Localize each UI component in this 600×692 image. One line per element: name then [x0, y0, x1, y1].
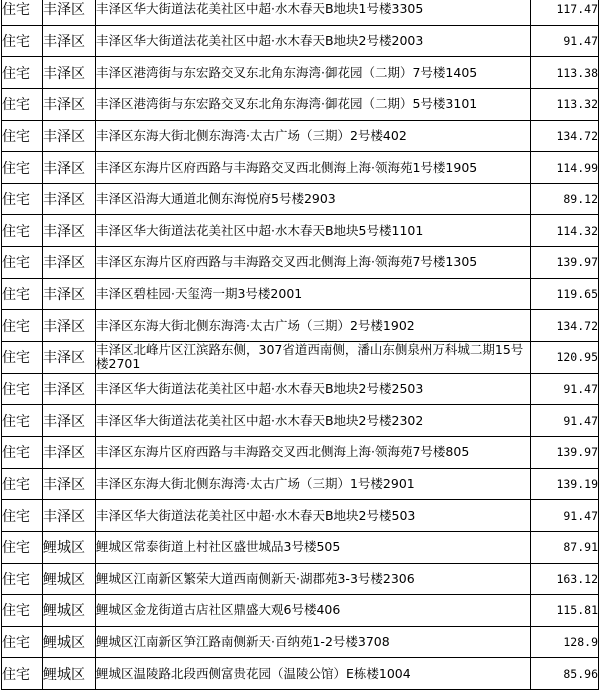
area-cell: 139.19 [531, 468, 599, 500]
address-cell: 丰泽区华大街道法花美社区中超·水木春天B地块2号楼2503 [96, 373, 531, 405]
property-type-cell: 住宅 [2, 0, 43, 25]
area-cell: 87.91 [531, 531, 599, 563]
address-cell: 丰泽区北峰片区江滨路东侧，307省道西南侧，潘山东侧泉州万科城二期15号楼2701 [96, 342, 531, 374]
district-cell: 丰泽区 [43, 405, 96, 437]
property-type-cell: 住宅 [2, 88, 43, 120]
area-cell: 113.38 [531, 57, 599, 89]
address-cell: 丰泽区华大街道法花美社区中超·水木春天B地块5号楼1101 [96, 215, 531, 247]
district-cell: 丰泽区 [43, 310, 96, 342]
area-cell: 139.97 [531, 436, 599, 468]
area-cell: 119.65 [531, 278, 599, 310]
district-cell: 丰泽区 [43, 468, 96, 500]
table-row [2, 278, 599, 310]
table-row [2, 595, 599, 627]
address-cell: 丰泽区华大街道法花美社区中超·水木春天B地块2号楼503 [96, 500, 531, 532]
address-cell: 鲤城区温陵路北段西侧富贵花园（温陵公馆）E栋楼1004 [96, 658, 531, 690]
district-cell: 鲤城区 [43, 595, 96, 627]
property-type-cell: 住宅 [2, 500, 43, 532]
district-cell: 丰泽区 [43, 88, 96, 120]
area-cell: 134.72 [531, 120, 599, 152]
table-row [2, 500, 599, 532]
area-cell: 113.32 [531, 88, 599, 120]
area-cell: 115.81 [531, 595, 599, 627]
table-row [2, 468, 599, 500]
property-type-cell: 住宅 [2, 468, 43, 500]
district-cell: 丰泽区 [43, 0, 96, 25]
district-cell: 鲤城区 [43, 626, 96, 658]
district-cell: 丰泽区 [43, 120, 96, 152]
table-row [2, 215, 599, 247]
district-cell: 丰泽区 [43, 436, 96, 468]
area-cell: 114.32 [531, 215, 599, 247]
district-cell: 丰泽区 [43, 278, 96, 310]
area-cell: 114.99 [531, 152, 599, 184]
table-row [2, 247, 599, 279]
table-row [2, 88, 599, 120]
address-cell: 丰泽区东海大街北侧东海湾·太古广场（三期）2号楼402 [96, 120, 531, 152]
table-row [2, 310, 599, 342]
property-type-cell: 住宅 [2, 278, 43, 310]
district-cell: 丰泽区 [43, 342, 96, 374]
area-cell: 128.9 [531, 626, 599, 658]
table-row [2, 0, 599, 25]
table-row [2, 183, 599, 215]
property-type-cell: 住宅 [2, 563, 43, 595]
district-cell: 丰泽区 [43, 152, 96, 184]
table-row [2, 563, 599, 595]
address-cell: 丰泽区东海大街北侧东海湾·太古广场（三期）1号楼2901 [96, 468, 531, 500]
table-row [2, 120, 599, 152]
address-cell: 丰泽区华大街道法花美社区中超·水木春天B地块2号楼2302 [96, 405, 531, 437]
property-type-cell: 住宅 [2, 183, 43, 215]
address-cell: 丰泽区东海片区府西路与丰海路交叉西北侧海上海·领海苑1号楼1905 [96, 152, 531, 184]
table-row [2, 373, 599, 405]
area-cell: 134.72 [531, 310, 599, 342]
property-type-cell: 住宅 [2, 595, 43, 627]
district-cell: 鲤城区 [43, 531, 96, 563]
property-type-cell: 住宅 [2, 436, 43, 468]
district-cell: 丰泽区 [43, 373, 96, 405]
district-cell: 丰泽区 [43, 57, 96, 89]
address-cell: 鲤城区金龙街道古店社区鼎盛大观6号楼406 [96, 595, 531, 627]
address-cell: 丰泽区华大街道法花美社区中超·水木春天B地块2号楼2003 [96, 25, 531, 57]
address-cell: 丰泽区港湾街与东宏路交叉东北角东海湾·御花园（二期）5号楼3101 [96, 88, 531, 120]
district-cell: 鲤城区 [43, 563, 96, 595]
address-cell: 丰泽区东海片区府西路与丰海路交叉西北侧海上海·领海苑7号楼805 [96, 436, 531, 468]
table-row [2, 436, 599, 468]
property-type-cell: 住宅 [2, 152, 43, 184]
district-cell: 丰泽区 [43, 247, 96, 279]
area-cell: 91.47 [531, 373, 599, 405]
area-cell: 163.12 [531, 563, 599, 595]
district-cell: 丰泽区 [43, 183, 96, 215]
district-cell: 丰泽区 [43, 500, 96, 532]
property-type-cell: 住宅 [2, 120, 43, 152]
property-type-cell: 住宅 [2, 247, 43, 279]
property-type-cell: 住宅 [2, 57, 43, 89]
property-type-cell: 住宅 [2, 215, 43, 247]
address-cell: 丰泽区华大街道法花美社区中超·水木春天B地块1号楼3305 [96, 0, 531, 25]
district-cell: 丰泽区 [43, 25, 96, 57]
address-cell: 丰泽区东海片区府西路与丰海路交叉西北侧海上海·领海苑7号楼1305 [96, 247, 531, 279]
property-type-cell: 住宅 [2, 310, 43, 342]
area-cell: 91.47 [531, 500, 599, 532]
area-cell: 120.95 [531, 342, 599, 374]
area-cell: 91.47 [531, 25, 599, 57]
table-row [2, 152, 599, 184]
area-cell: 139.97 [531, 247, 599, 279]
table-row [2, 531, 599, 563]
area-cell: 89.12 [531, 183, 599, 215]
address-cell: 鲤城区常泰街道上村社区盛世城品3号楼505 [96, 531, 531, 563]
area-cell: 85.96 [531, 658, 599, 690]
table-row [2, 658, 599, 690]
property-type-cell: 住宅 [2, 658, 43, 690]
property-type-cell: 住宅 [2, 405, 43, 437]
table-row [2, 57, 599, 89]
address-cell: 丰泽区碧桂园·天玺湾一期3号楼2001 [96, 278, 531, 310]
table-row [2, 405, 599, 437]
property-type-cell: 住宅 [2, 25, 43, 57]
property-type-cell: 住宅 [2, 373, 43, 405]
area-cell: 117.47 [531, 0, 599, 25]
table-row [2, 25, 599, 57]
property-listing-table [1, 0, 599, 690]
table-row [2, 626, 599, 658]
property-type-cell: 住宅 [2, 626, 43, 658]
address-cell: 鲤城区江南新区繁荣大道西南侧新天·湖郡苑3-3号楼2306 [96, 563, 531, 595]
address-cell: 丰泽区东海大街北侧东海湾·太古广场（三期）2号楼1902 [96, 310, 531, 342]
district-cell: 鲤城区 [43, 658, 96, 690]
address-cell: 鲤城区江南新区笋江路南侧新天·百纳苑1-2号楼3708 [96, 626, 531, 658]
area-cell: 91.47 [531, 405, 599, 437]
address-cell: 丰泽区港湾街与东宏路交叉东北角东海湾·御花园（二期）7号楼1405 [96, 57, 531, 89]
property-type-cell: 住宅 [2, 531, 43, 563]
table-row [2, 342, 599, 374]
property-type-cell: 住宅 [2, 342, 43, 374]
listing-body [2, 0, 599, 690]
address-cell: 丰泽区沿海大通道北侧东海悦府5号楼2903 [96, 183, 531, 215]
district-cell: 丰泽区 [43, 215, 96, 247]
